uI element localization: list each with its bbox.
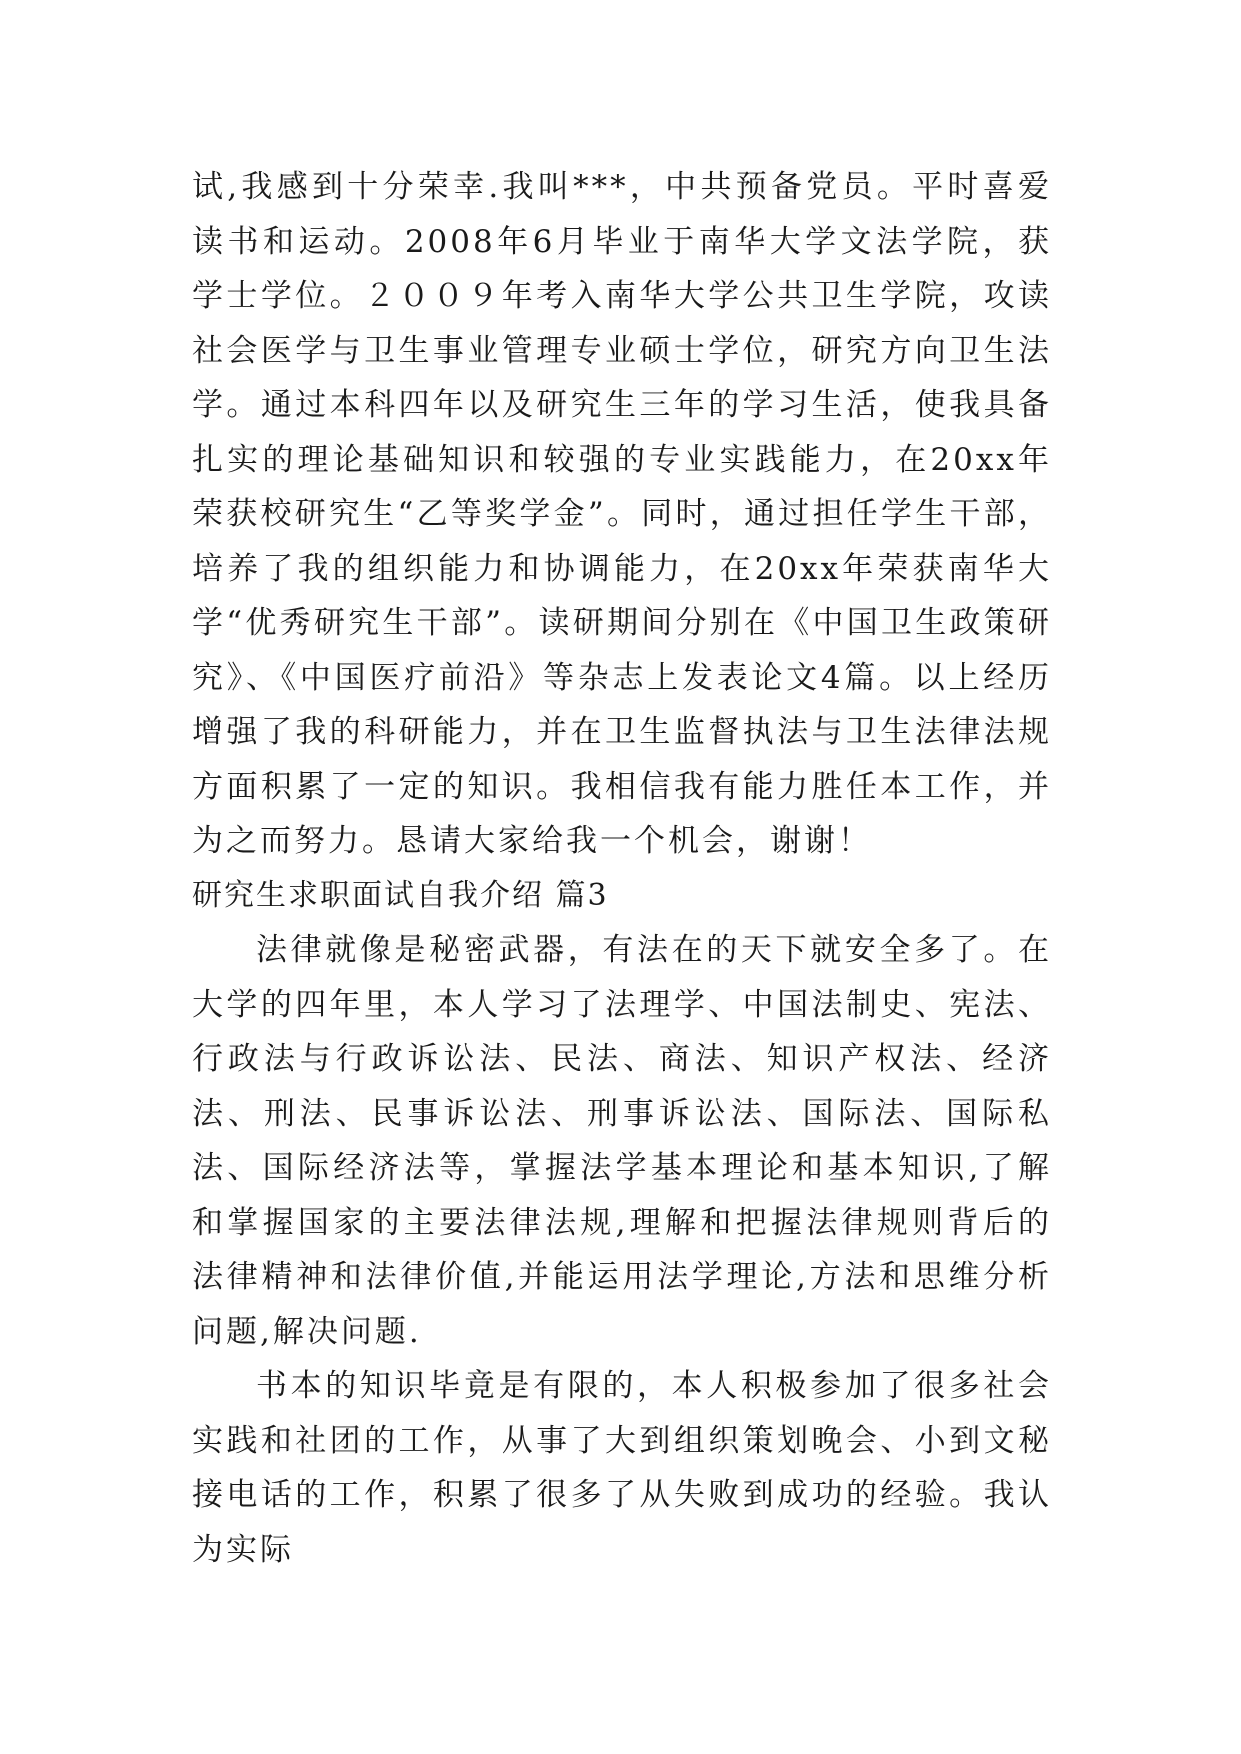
document-body bbox=[192, 160, 1052, 1577]
section-heading: 研究生求职面试自我介绍 篇3 bbox=[192, 877, 609, 913]
paragraph-law: 法律就像是秘密武器，有法在的天下就安全多了。在大学的四年里，本人学习了法理学、中国法制史、宪法、行政法与行政诉讼法、民法、商法、知识产权法、经济法、刑法、民事诉讼法、刑事诉讼法、国际法、国际私法、国际经济法等，掌握法学基本理论和基本知识,了解和掌握国家的主要法律法规,理解和把握法律规则背后的法律精神和法律价值,并能运用法学理论,方法和思维分析问题,解决问题. bbox=[192, 932, 1052, 1350]
paragraph-practice: 书本的知识毕竟是有限的，本人积极参加了很多社会实践和社团的工作，从事了大到组织策划晚会、小到文秘接电话的工作，积累了很多了从失败到成功的经验。我认为实际 bbox=[192, 1368, 1052, 1568]
paragraph-intro: 试,我感到十分荣幸.我叫***，中共预备党员。平时喜爱读书和运动。2008年6月毕业于南华大学文法学院，获学士学位。２００９年考入南华大学公共卫生学院，攻读社会医学与卫生事业管理专业硕士学位，研究方向卫生法学。通过本科四年以及研究生三年的学习生活，使我具备扎实的理论基础知识和较强的专业实践能力，在20xx年荣获校研究生“乙等奖学金”。同时，通过担任学生干部，培养了我的组织能力和协调能力，在20xx年荣获南华大学“优秀研究生干部”。读研期间分别在《中国卫生政策研究》、《中国医疗前沿》等杂志上发表论文4篇。以上经历增强了我的科研能力，并在卫生监督执法与卫生法律法规方面积累了一定的知识。我相信我有能力胜任本工作，并为之而努力。恳请大家给我一个机会，谢谢！ bbox=[192, 169, 1052, 859]
